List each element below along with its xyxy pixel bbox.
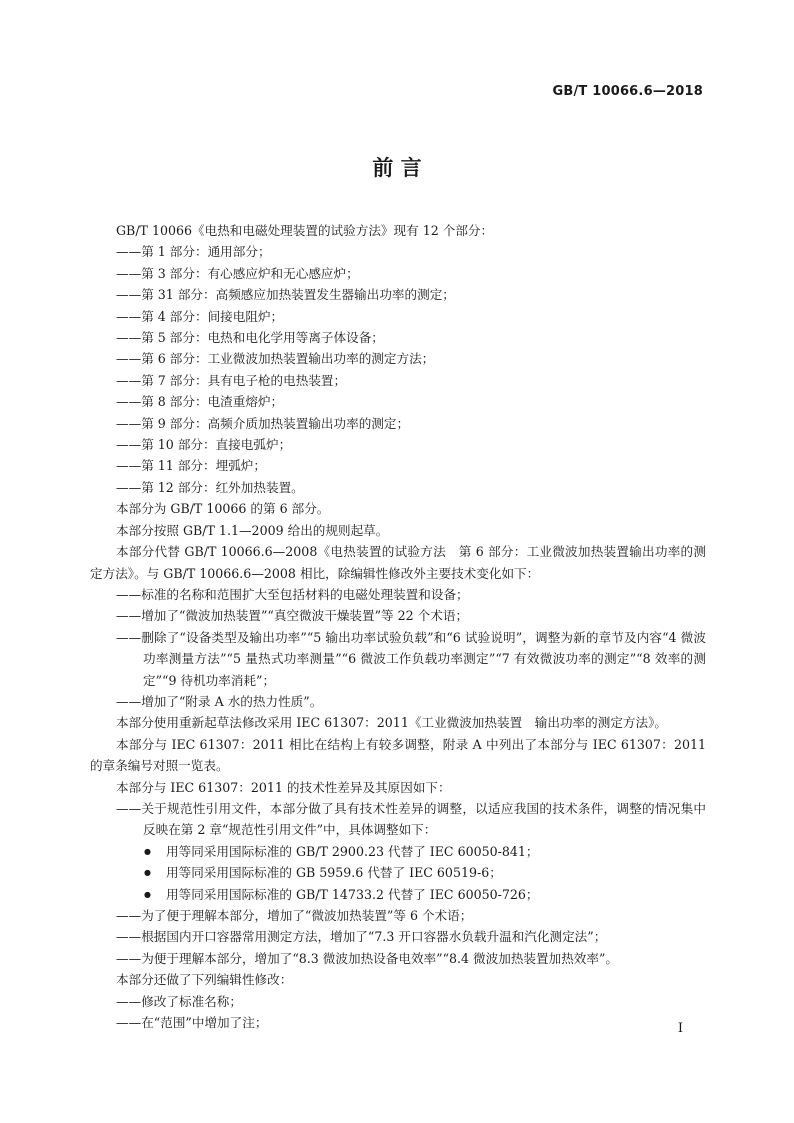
dash-list-item: ——增加了“微波加热装置”“真空微波干燥装置”等 22 个术语； xyxy=(116,608,469,624)
dash-list-item: ——在“范围”中增加了注； xyxy=(116,1015,268,1031)
paragraph: 本部分按照 GB/T 1.1—2009 给出的规则起草。 xyxy=(116,522,389,538)
paragraph: 本部分还做了下列编辑性修改： xyxy=(116,972,293,988)
paragraph: 本部分代替 GB/T 10066.6—2008《电热装置的试验方法 第 6 部分：工业微波加热装置输出功率的测定方法》。与 GB/T 10066.6—2008 相比，除编辑性修改外主要技术变化如下： xyxy=(90,544,706,581)
dash-list-item: ——第 11 部分：埋弧炉； xyxy=(116,458,266,474)
dash-list-item: ——修改了标准名称； xyxy=(116,993,242,1009)
paragraph: 本部分为 GB/T 10066 的第 6 部分。 xyxy=(116,501,330,517)
dash-list-item: ——第 8 部分：电渣重熔炉； xyxy=(116,394,284,410)
dash-list-item: ——第 10 部分：直接电弧炉； xyxy=(116,437,292,453)
bullet-text: 用等同采用国际标准的 GB/T 2900.23 代替了 IEC 60050-841； xyxy=(166,843,539,859)
dash-list-item: ——第 3 部分：有心感应炉和无心感应炉； xyxy=(116,265,359,281)
paragraph: 本部分使用重新起草法修改采用 IEC 61307：2011《工业微波加热装置 输出功率的测定方法》。 xyxy=(116,715,667,731)
bullet-item xyxy=(90,884,706,905)
page-title: 前 言 xyxy=(372,156,422,180)
paragraph: 本部分与 IEC 61307：2011 相比在结构上有较多调整，附录 A 中列出了本部分与 IEC 61307：2011 的章条编号对照一览表。 xyxy=(90,736,706,774)
dash-list-item: ——删除了“设备类型及输出功率”“5 输出功率试验负载”和“6 试验说明”，调整为新的章节及内容“4 微波功率测量方法”“5 量热式功率测量”“6 微波工作负载功率测定”“7 有效微波功率的测定”“8 效率的测定”“9 待机功率消耗”； xyxy=(116,629,706,688)
document-body xyxy=(90,220,706,1033)
page-number: I xyxy=(677,1021,683,1036)
dash-list-item: ——增加了“附录 A 水的热力性质”。 xyxy=(116,693,323,709)
bullet-item xyxy=(90,841,706,862)
bullet-dot-icon: ● xyxy=(144,846,151,856)
dash-list-item: ——第 6 部分：工业微波加热装置输出功率的测定方法； xyxy=(116,351,435,367)
dash-list-item: ——第 4 部分：间接电阻炉； xyxy=(116,308,284,324)
paragraph: GB/T 10066《电热和电磁处理装置的试验方法》现有 12 个部分： xyxy=(116,223,494,238)
bullet-text: 用等同采用国际标准的 GB/T 14733.2 代替了 IEC 60050-726； xyxy=(166,886,539,902)
dash-list-item: ——第 12 部分：红外加热装置。 xyxy=(116,479,304,495)
bullet-text: 用等同采用国际标准的 GB 5959.6 代替了 IEC 60519-6； xyxy=(166,865,502,881)
dash-list-item: ——标准的名称和范围扩大至包括材料的电磁处理装置和设备； xyxy=(116,586,469,602)
paragraph: 本部分与 IEC 61307：2011 的技术性差异及其原因如下： xyxy=(116,779,451,795)
dash-list-item: ——关于规范性引用文件，本部分做了具有技术性差异的调整，以适应我国的技术条件，调整的情况集中反映在第 2 章“规范性引用文件”中，具体调整如下： xyxy=(116,800,706,838)
dash-list-item: ——第 31 部分：高频感应加热装置发生器输出功率的测定； xyxy=(116,287,455,303)
dash-list-item: ——为了便于理解本部分，增加了“微波加热装置”等 6 个术语； xyxy=(116,908,473,923)
dash-list-item: ——第 9 部分：高频介质加热装置输出功率的测定； xyxy=(116,415,410,431)
dash-list-item: ——第 7 部分：具有电子枪的电热装置； xyxy=(116,372,347,388)
dash-list-item: ——第 5 部分：电热和电化学用等离子体设备； xyxy=(116,330,384,346)
dash-list-item: ——为便于理解本部分，增加了“8.3 微波加热设备电效率”“8.4 微波加热装置加热效率”。 xyxy=(116,950,619,966)
standard-code: GB/T 10066.6—2018 xyxy=(552,84,703,99)
bullet-dot-icon: ● xyxy=(144,889,151,899)
bullet-item xyxy=(90,862,706,883)
dash-list-item: ——根据国内开口容器常用测定方法，增加了“7.3 开口容器水负载升温和汽化测定法”； xyxy=(116,929,607,945)
bullet-dot-icon: ● xyxy=(144,868,151,878)
dash-list-item: ——第 1 部分：通用部分； xyxy=(116,244,271,260)
